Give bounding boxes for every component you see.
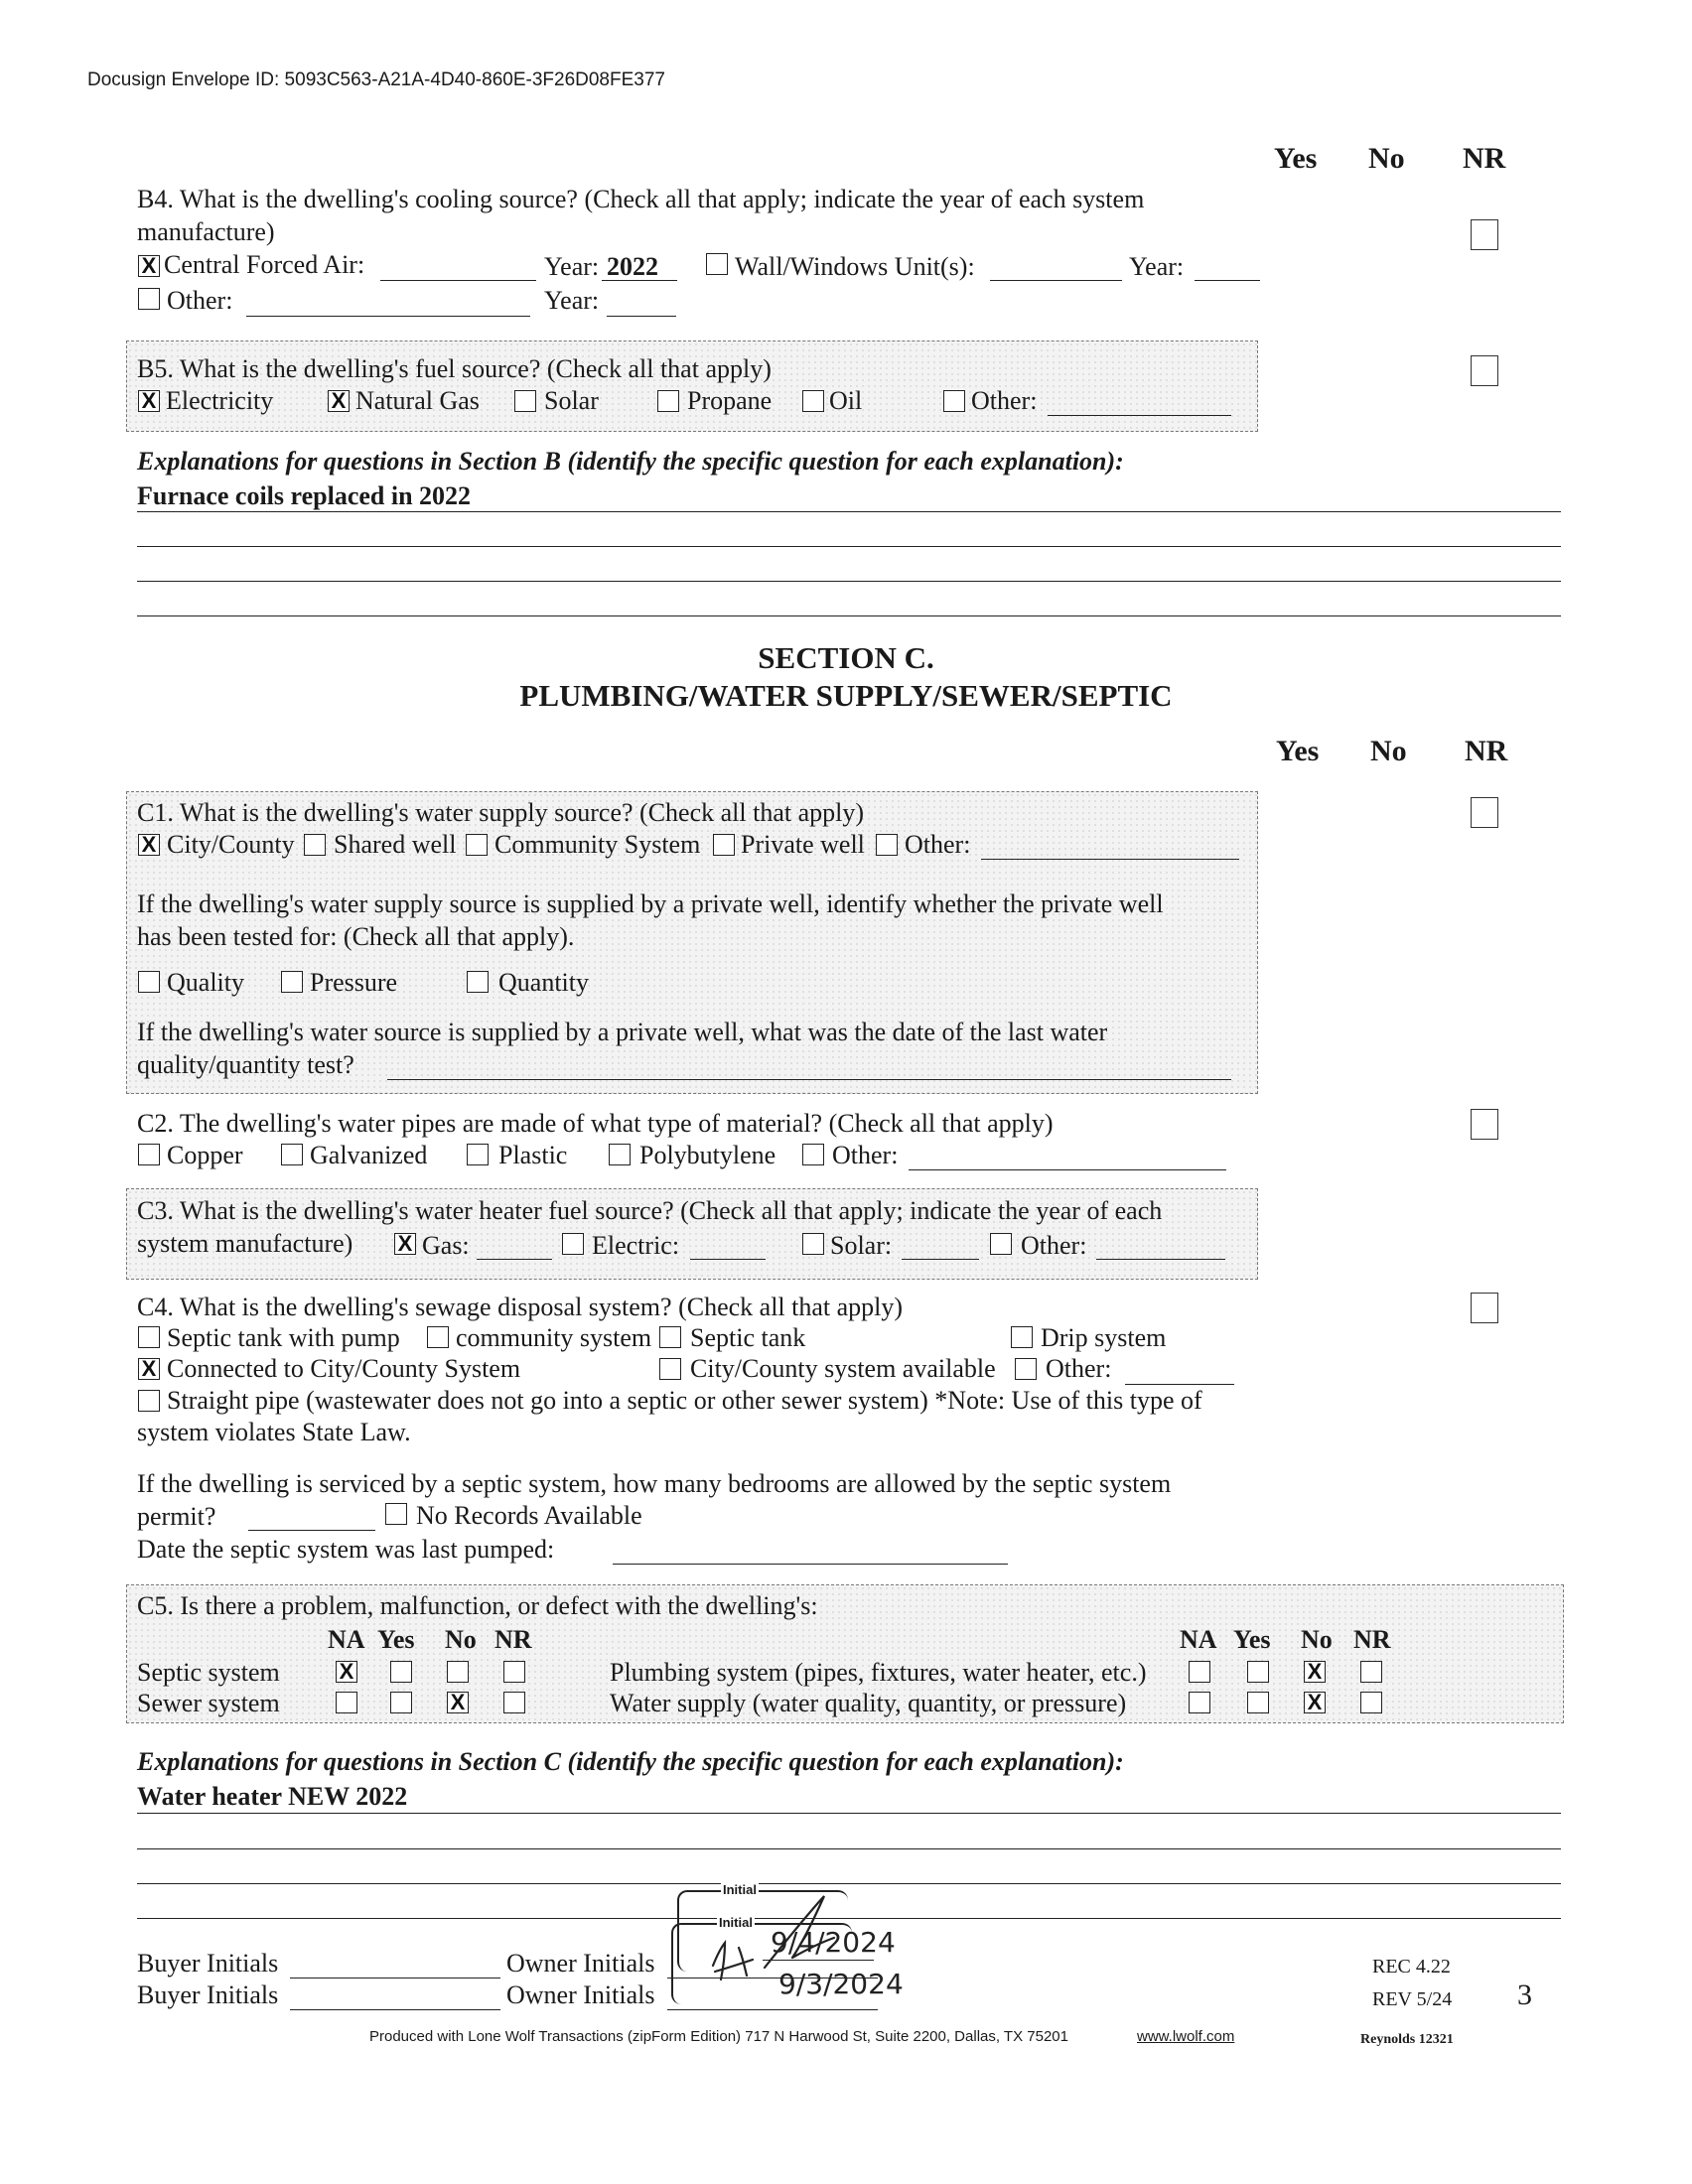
- c1-well-question-cont: has been tested for: (Check all that apply).: [137, 922, 575, 951]
- c2-galvanized-label: Galvanized: [310, 1141, 428, 1169]
- c1-pressure-checkbox[interactable]: [281, 971, 303, 993]
- c5-left-no-header: No: [445, 1625, 477, 1654]
- c4-septic-tank-checkbox[interactable]: [659, 1326, 681, 1348]
- c5-right-na-header: NA: [1180, 1625, 1217, 1654]
- c5-sewer-label: Sewer system: [137, 1689, 280, 1717]
- c2-copper-label: Copper: [167, 1141, 243, 1169]
- owner-initial-date-1: 9/4/2024: [771, 1926, 896, 1959]
- c4-other-label: Other:: [1046, 1354, 1112, 1383]
- b5-propane-label: Propane: [687, 386, 773, 415]
- c4-available-checkbox[interactable]: [659, 1358, 681, 1380]
- section-c-subtitle: PLUMBING/WATER SUPPLY/SEWER/SEPTIC: [519, 678, 1173, 713]
- b5-oil-label: Oil: [829, 386, 863, 415]
- c4-available-label: City/County system available: [690, 1354, 996, 1383]
- c3-question: C3. What is the dwelling's water heater fuel source? (Check all that apply; indicate the year of each: [137, 1196, 1163, 1225]
- c2-plastic-checkbox[interactable]: [467, 1144, 489, 1165]
- b4-central-year: 2022: [607, 252, 658, 281]
- c5-plumbing-na-checkbox[interactable]: [1189, 1661, 1210, 1683]
- c5-water-na-checkbox[interactable]: [1189, 1692, 1210, 1713]
- c4-permit-label: permit?: [137, 1502, 216, 1531]
- c4-community-checkbox[interactable]: [427, 1326, 449, 1348]
- c1-date-question: If the dwelling's water source is supplied by a private well, what was the date of the last water: [137, 1018, 1108, 1046]
- c3-gas-checkbox[interactable]: X: [394, 1233, 416, 1255]
- b5-nr-checkbox[interactable]: [1471, 355, 1498, 386]
- c4-connected-label: Connected to City/County System: [167, 1354, 521, 1383]
- c4-question: C4. What is the dwelling's sewage disposal system? (Check all that apply): [137, 1293, 904, 1321]
- c5-septic-label: Septic system: [137, 1658, 280, 1687]
- c5-water-no-checkbox[interactable]: X: [1304, 1692, 1326, 1713]
- c2-other-label: Other:: [832, 1141, 899, 1169]
- form-rec-code: REC 4.22: [1372, 1956, 1451, 1978]
- section-c-expl-line-2: [137, 1848, 1561, 1849]
- b5-propane-checkbox[interactable]: [657, 390, 679, 412]
- c3-electric-checkbox[interactable]: [562, 1233, 584, 1255]
- b5-electricity-label: Electricity: [166, 386, 274, 415]
- c5-left-na-header: NA: [328, 1625, 365, 1654]
- c5-water-yes-checkbox[interactable]: [1247, 1692, 1269, 1713]
- c2-polybutylene-checkbox[interactable]: [609, 1144, 631, 1165]
- c5-sewer-na-checkbox[interactable]: [336, 1692, 357, 1713]
- c5-sewer-nr-checkbox[interactable]: [503, 1692, 525, 1713]
- c2-other-checkbox[interactable]: [802, 1144, 824, 1165]
- b5-electricity-checkbox[interactable]: X: [138, 390, 160, 412]
- c5-plumbing-yes-checkbox[interactable]: [1247, 1661, 1269, 1683]
- section-b-expl-line-4: [137, 615, 1561, 616]
- c4-septic-pump-checkbox[interactable]: [138, 1326, 160, 1348]
- section-c-expl-line-3: [137, 1883, 1561, 1884]
- owner-initial-date-2: 9/3/2024: [778, 1968, 904, 2000]
- c1-quantity-label: Quantity: [498, 968, 589, 997]
- c1-private-checkbox[interactable]: [713, 834, 735, 856]
- c1-quality-checkbox[interactable]: [138, 971, 160, 993]
- c4-connected-checkbox[interactable]: X: [138, 1358, 160, 1380]
- b4-other-label: Other:: [167, 286, 233, 315]
- c4-no-records-checkbox[interactable]: [385, 1503, 407, 1525]
- c4-straight-label: Straight pipe (wastewater does not go into a septic or other sewer system) *Note: Use of this type of: [167, 1386, 1202, 1415]
- c3-solar-checkbox[interactable]: [802, 1233, 824, 1255]
- c4-septic-pump-label: Septic tank with pump: [167, 1323, 400, 1352]
- b4-wall-checkbox[interactable]: [706, 253, 728, 275]
- c1-well-question: If the dwelling's water supply source is supplied by a private well, identify whether the private well: [137, 889, 1164, 918]
- c3-solar-label: Solar:: [830, 1231, 893, 1260]
- b4-other-year-label: Year:: [544, 286, 600, 315]
- c5-septic-na-checkbox[interactable]: X: [336, 1661, 357, 1683]
- c1-private-label: Private well: [741, 830, 865, 859]
- c1-other-label: Other:: [905, 830, 971, 859]
- c1-nr-checkbox[interactable]: [1471, 797, 1498, 828]
- c1-question: C1. What is the dwelling's water supply source? (Check all that apply): [137, 798, 865, 827]
- lwolf-link[interactable]: www.lwolf.com: [1137, 2028, 1235, 2045]
- c3-electric-label: Electric:: [592, 1231, 680, 1260]
- b4-wall-label: Wall/Windows Unit(s):: [735, 252, 975, 281]
- c3-gas-label: Gas:: [422, 1231, 470, 1260]
- c1-community-checkbox[interactable]: [466, 834, 488, 856]
- c4-nr-checkbox[interactable]: [1471, 1293, 1498, 1323]
- produced-with-footer: Produced with Lone Wolf Transactions (zipForm Edition) 717 N Harwood St, Suite 2200, Dallas, TX 75201: [369, 2028, 1068, 2045]
- c1-quantity-checkbox[interactable]: [467, 971, 489, 993]
- c5-right-no-header: No: [1301, 1625, 1333, 1654]
- c4-no-records-label: No Records Available: [416, 1501, 642, 1530]
- c5-sewer-yes-checkbox[interactable]: [390, 1692, 412, 1713]
- section-c-title: SECTION C.: [758, 640, 934, 675]
- col-yes-header: Yes: [1274, 142, 1318, 175]
- b4-central-label: Central Forced Air:: [164, 250, 365, 279]
- owner-initials-label-1: Owner Initials: [506, 1949, 655, 1978]
- c4-community-label: community system: [456, 1323, 652, 1352]
- col-no-header-c: No: [1370, 735, 1407, 767]
- c4-straight-label-cont: system violates State Law.: [137, 1418, 411, 1446]
- b5-solar-label: Solar: [544, 386, 599, 415]
- c5-question: C5. Is there a problem, malfunction, or defect with the dwelling's:: [137, 1591, 818, 1620]
- b4-question-cont: manufacture): [137, 217, 275, 246]
- c4-drip-label: Drip system: [1041, 1323, 1167, 1352]
- c5-plumbing-label: Plumbing system (pipes, fixtures, water heater, etc.): [610, 1658, 1147, 1687]
- c3-other-checkbox[interactable]: [990, 1233, 1012, 1255]
- b5-gas-label: Natural Gas: [355, 386, 480, 415]
- c3-other-label: Other:: [1021, 1231, 1087, 1260]
- c2-polybutylene-label: Polybutylene: [639, 1141, 776, 1169]
- buyer-initials-label-2: Buyer Initials: [137, 1980, 279, 2009]
- b4-nr-checkbox[interactable]: [1471, 219, 1498, 250]
- c4-pumped-label: Date the septic system was last pumped:: [137, 1535, 555, 1564]
- section-b-explanation-text: Furnace coils replaced in 2022: [137, 481, 472, 510]
- b5-other-checkbox[interactable]: [943, 390, 965, 412]
- section-b-explanation-heading: Explanations for questions in Section B (identify the specific question for each explanation):: [137, 447, 1124, 476]
- c5-plumbing-nr-checkbox[interactable]: [1360, 1661, 1382, 1683]
- section-c-explanation-heading: Explanations for questions in Section C (identify the specific question for each explanation):: [137, 1747, 1124, 1776]
- c4-septic-tank-label: Septic tank: [690, 1323, 806, 1352]
- b5-gas-checkbox[interactable]: X: [328, 390, 350, 412]
- c1-city-label: City/County: [167, 830, 295, 859]
- c1-shared-label: Shared well: [334, 830, 457, 859]
- section-b-expl-line-2: [137, 546, 1561, 547]
- reynolds-code: Reynolds 12321: [1360, 2032, 1454, 2047]
- c4-drip-checkbox[interactable]: [1011, 1326, 1033, 1348]
- c2-galvanized-checkbox[interactable]: [281, 1144, 303, 1165]
- col-nr-header-c: NR: [1465, 735, 1508, 767]
- b4-other-checkbox[interactable]: [138, 288, 160, 310]
- c5-left-yes-header: Yes: [377, 1625, 415, 1654]
- col-yes-header-c: Yes: [1276, 735, 1320, 767]
- b4-central-checkbox[interactable]: X: [138, 255, 160, 277]
- c1-community-label: Community System: [494, 830, 701, 859]
- b5-other-label: Other:: [971, 386, 1038, 415]
- section-b-expl-line-1: [137, 511, 1561, 512]
- b4-wall-year-label: Year:: [1129, 252, 1185, 281]
- b4-year-label: Year:: [544, 252, 600, 281]
- envelope-id: Docusign Envelope ID: 5093C563-A21A-4D40-860E-3F26D08FE377: [87, 69, 665, 90]
- c4-bedrooms-question: If the dwelling is serviced by a septic system, how many bedrooms are allowed by the septic system: [137, 1469, 1172, 1498]
- c1-pressure-label: Pressure: [310, 968, 398, 997]
- b5-question: B5. What is the dwelling's fuel source? (Check all that apply): [137, 354, 772, 383]
- c1-other-checkbox[interactable]: [876, 834, 898, 856]
- section-c-explanation-text: Water heater NEW 2022: [137, 1782, 408, 1811]
- c1-date-question-cont: quality/quantity test?: [137, 1050, 354, 1079]
- c2-plastic-label: Plastic: [498, 1141, 568, 1169]
- c2-question: C2. The dwelling's water pipes are made of what type of material? (Check all that apply): [137, 1109, 1054, 1138]
- c5-plumbing-no-checkbox[interactable]: X: [1304, 1661, 1326, 1683]
- buyer-initials-label-1: Buyer Initials: [137, 1949, 279, 1978]
- c3-question-cont: system manufacture): [137, 1229, 353, 1258]
- b5-oil-checkbox[interactable]: [802, 390, 824, 412]
- c1-quality-label: Quality: [167, 968, 244, 997]
- c1-shared-checkbox[interactable]: [304, 834, 326, 856]
- b5-solar-checkbox[interactable]: [514, 390, 536, 412]
- col-no-header: No: [1368, 142, 1405, 175]
- owner-initials-label-2: Owner Initials: [506, 1980, 655, 2009]
- c5-right-nr-header: NR: [1353, 1625, 1391, 1654]
- b4-question: B4. What is the dwelling's cooling source? (Check all that apply; indicate the year of each system: [137, 185, 1145, 213]
- c5-water-nr-checkbox[interactable]: [1360, 1692, 1382, 1713]
- page-number: 3: [1517, 1979, 1532, 2011]
- c2-copper-checkbox[interactable]: [138, 1144, 160, 1165]
- c1-city-checkbox[interactable]: X: [138, 834, 160, 856]
- section-b-expl-line-3: [137, 581, 1561, 582]
- initial-stamp-tag-2: Initial: [719, 1915, 753, 1930]
- c5-left-nr-header: NR: [494, 1625, 532, 1654]
- initial-stamp-tag-1: Initial: [723, 1882, 757, 1897]
- c5-sewer-no-checkbox[interactable]: X: [447, 1692, 469, 1713]
- c4-other-checkbox[interactable]: [1015, 1358, 1037, 1380]
- form-rev-code: REV 5/24: [1372, 1988, 1453, 2010]
- c2-nr-checkbox[interactable]: [1471, 1109, 1498, 1140]
- c5-water-label: Water supply (water quality, quantity, or pressure): [610, 1689, 1127, 1717]
- section-c-expl-line-1: [137, 1813, 1561, 1814]
- c5-septic-nr-checkbox[interactable]: [503, 1661, 525, 1683]
- c5-septic-yes-checkbox[interactable]: [390, 1661, 412, 1683]
- c5-septic-no-checkbox[interactable]: [447, 1661, 469, 1683]
- col-nr-header: NR: [1463, 142, 1506, 175]
- c4-straight-checkbox[interactable]: [138, 1390, 160, 1412]
- c5-right-yes-header: Yes: [1233, 1625, 1271, 1654]
